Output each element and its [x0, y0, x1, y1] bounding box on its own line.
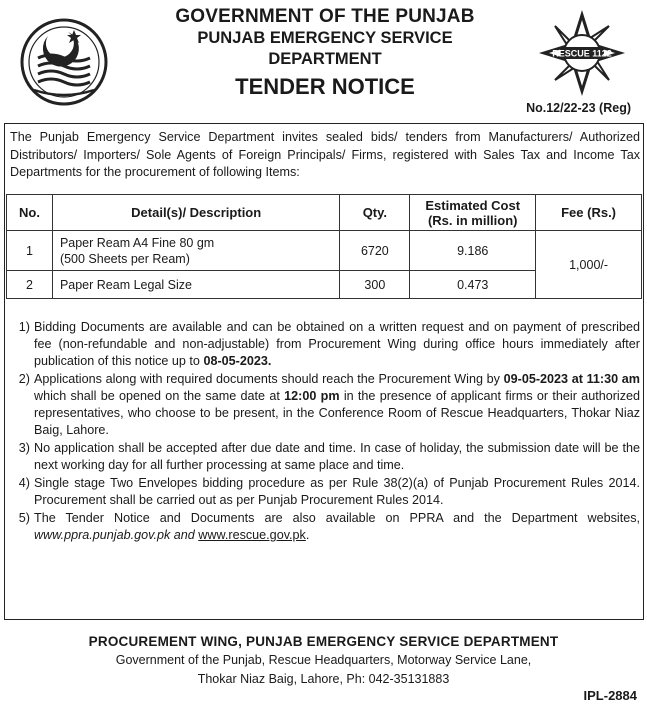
col-header-description: Detail(s)/ Description	[52, 195, 339, 231]
rescue-1122-logo	[532, 8, 632, 98]
term-number: 4)	[18, 476, 30, 490]
rescue-website-link[interactable]: www.rescue.gov.pk	[198, 528, 306, 542]
row-description-line1: Paper Ream Legal Size	[59, 277, 192, 292]
items-table	[6, 194, 642, 299]
term-2-text-d: in the presence of applicant firms or their authorized representatives, who choose to be present, in the Conference Room of Rescue Headquarters, Thokar Niaz Baig, Lahore.	[34, 389, 641, 437]
term-text	[34, 371, 640, 439]
footer-title: PROCUREMENT WING, PUNJAB EMERGENCY SERVICE DEPARTMENT	[88, 634, 559, 649]
term-number: 3)	[18, 441, 30, 455]
col-header-fee: Fee (Rs.)	[536, 195, 642, 231]
intro-paragraph: The Punjab Emergency Service Department invites sealed bids/ tenders from Manufacturers/ Authorized Distributors/ Importers/ Sole Agents of Foreign Principals/ Firms, registered with Sales Tax and Income Tax Departments for the procurement of following Items:	[10, 130, 640, 179]
term-text	[34, 319, 640, 370]
row-no: 1	[7, 231, 53, 271]
term-1-text: Bidding Documents are available and can be obtained on a written request and on payment of prescribed fee (non-refundable and non-adjustable) from Procurement Wing during office hours immediately after publication of this notice up to	[34, 320, 640, 368]
page-title: TENDER NOTICE	[235, 74, 415, 99]
term-number: 2)	[18, 372, 30, 386]
term-number: 5)	[18, 511, 30, 525]
term-item	[6, 319, 640, 370]
term-5-and: and	[170, 528, 199, 542]
footer-address-line2: Thokar Niaz Baig, Lahore, Ph: 042-35131883	[197, 672, 450, 686]
term-item	[6, 510, 640, 544]
col-header-estimated-cost	[410, 195, 536, 231]
ppra-website-link[interactable]: www.ppra.punjab.gov.pk	[34, 528, 171, 542]
row-description	[52, 231, 339, 271]
footer-address-line1: Government of the Punjab, Rescue Headquarters, Motorway Service Lane,	[115, 653, 532, 667]
notice-footer	[0, 622, 647, 709]
term-5-text: The Tender Notice and Documents are also available on PPRA and the Department websites,	[34, 511, 640, 525]
term-number: 1)	[18, 320, 30, 334]
rescue-logo-text: RESCUE 1122	[552, 48, 612, 59]
row-description-line1: Paper Ream A4 Fine 80 gm	[59, 235, 215, 250]
term-item	[6, 475, 640, 509]
term-5-end: .	[305, 528, 310, 542]
cost-header-line1: Estimated Cost	[425, 197, 521, 213]
term-2-opening-time: 12:00 pm	[284, 389, 340, 403]
term-2-text-a: Applications along with required documents should reach the Procurement Wing by	[34, 372, 504, 386]
col-header-no: No.	[7, 195, 53, 231]
reference-number: No.12/22-23 (Reg)	[526, 101, 631, 115]
term-item	[6, 440, 640, 474]
term-item	[6, 371, 640, 439]
row-cost: 9.186	[410, 231, 536, 271]
row-qty: 300	[340, 271, 410, 299]
col-header-qty: Qty.	[340, 195, 410, 231]
term-1-deadline: 08-05-2023.	[203, 354, 272, 368]
term-text: Single stage Two Envelopes bidding procedure as per Rule 38(2)(a) of Punjab Procurement Rules 2014. Procurement shall be carried out as per Punjab Procurement Rules 2014.	[34, 476, 640, 507]
row-no: 2	[7, 271, 53, 299]
fee-value: 1,000/-	[536, 231, 642, 299]
cost-header-line2: (Rs. in million)	[427, 212, 518, 228]
table-row	[7, 231, 642, 271]
row-qty: 6720	[340, 231, 410, 271]
department-line: PUNJAB EMERGENCY SERVICE	[197, 29, 453, 47]
row-description-line2: (500 Sheets per Ream)	[59, 251, 190, 266]
terms-list	[6, 319, 640, 545]
table-header-row	[7, 195, 642, 231]
row-cost: 0.473	[410, 271, 536, 299]
row-description	[52, 271, 339, 299]
term-text: No application shall be accepted after due date and time. In case of holiday, the submission date will be the next working day for all further processing at same place and time.	[34, 441, 640, 472]
punjab-government-logo	[18, 16, 110, 108]
notice-header	[0, 0, 647, 128]
term-2-submission-datetime: 09-05-2023 at 11:30 am	[503, 372, 640, 386]
term-text	[34, 510, 640, 544]
ipl-number: IPL-2884	[583, 688, 637, 703]
govt-line: GOVERNMENT OF THE PUNJAB	[175, 6, 475, 27]
term-2-text-c: which shall be opened on the same date at	[34, 389, 285, 403]
department-line-2: DEPARTMENT	[268, 50, 382, 68]
